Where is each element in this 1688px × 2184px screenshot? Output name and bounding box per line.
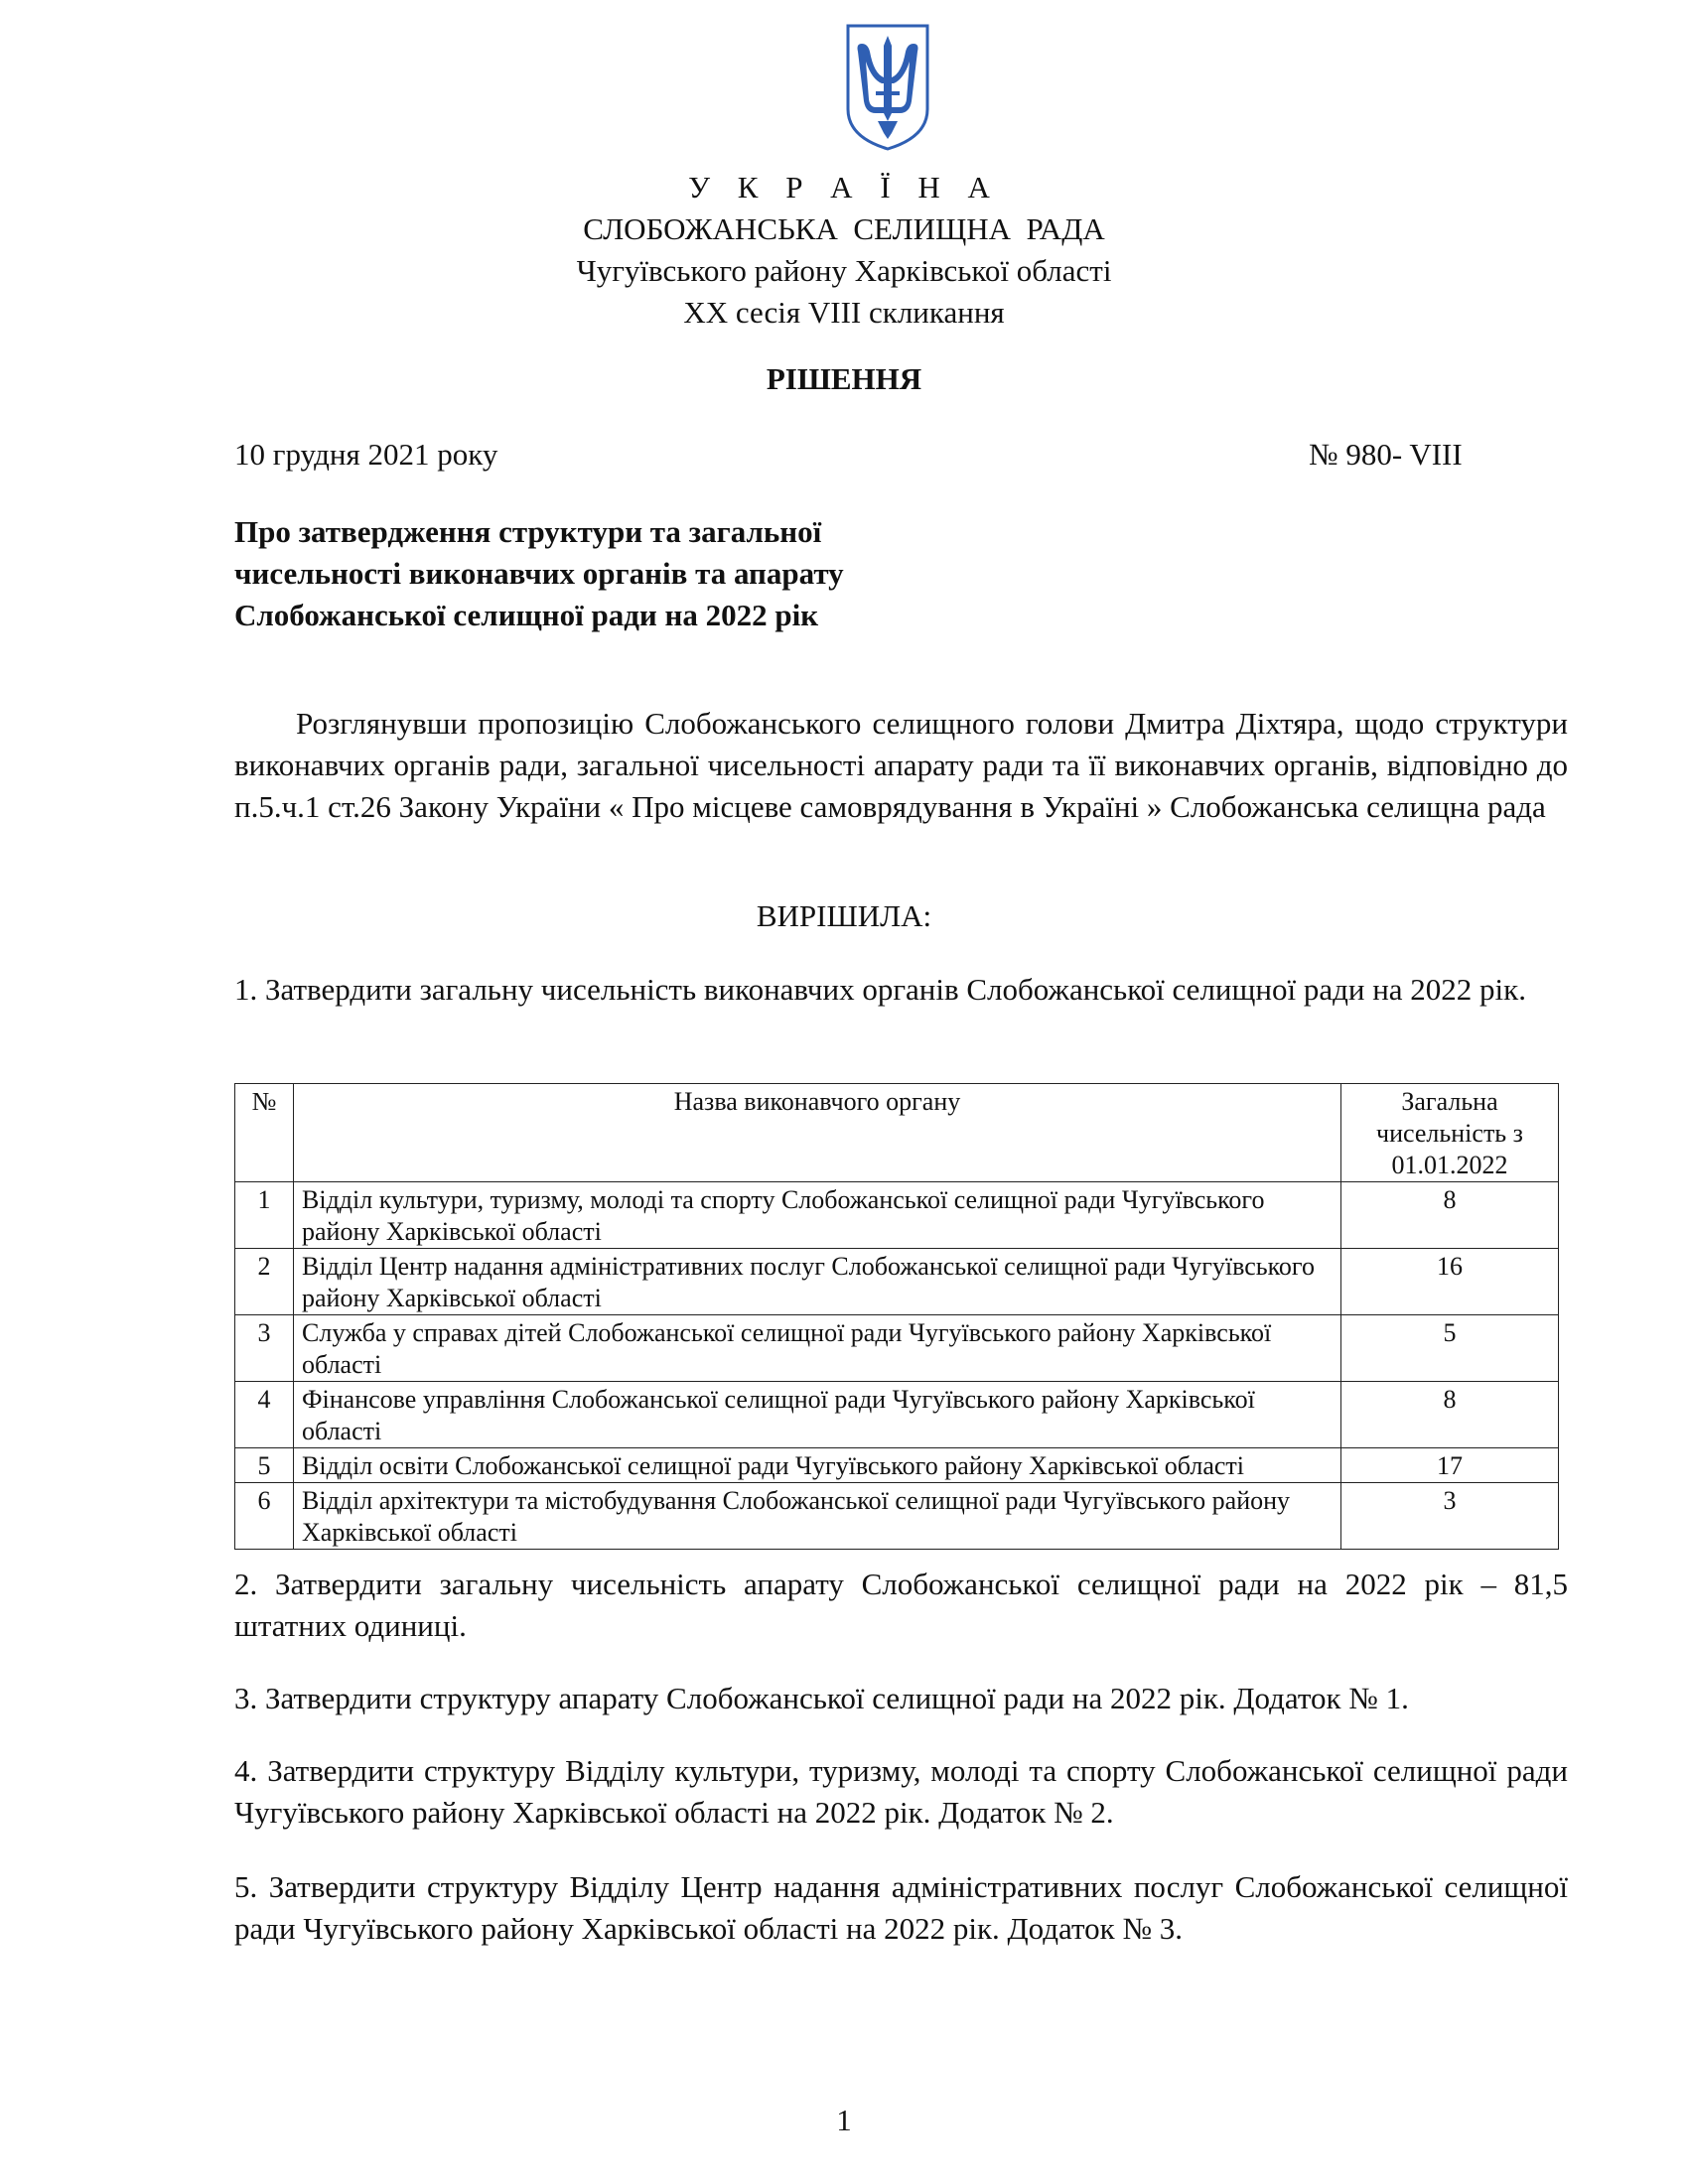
header-count: Загальна чисельність з 01.01.2022	[1341, 1084, 1559, 1182]
row-name: Фінансове управління Слобожанської селищної ради Чугуївського району Харківської області	[294, 1382, 1341, 1448]
row-num: 2	[235, 1249, 294, 1315]
item-1: 1. Затвердити загальну чисельність виконавчих органів Слобожанської селищної ради на 2022 рік.	[234, 972, 1526, 1007]
decision-subject: Про затвердження структури та загальної чисельності виконавчих органів та апарату Слобожанської селищної ради на 2022 рік	[234, 514, 844, 632]
decision-number: № 980- VIII	[1309, 437, 1463, 472]
document-title: РІШЕННЯ	[766, 361, 922, 396]
row-count: 5	[1341, 1315, 1559, 1382]
header-session: XX сесія VIII скликання	[683, 295, 1005, 330]
row-count: 17	[1341, 1448, 1559, 1483]
table-header-row	[235, 1084, 1559, 1182]
item-4: 4. Затвердити структуру Відділу культури, туризму, молоді та спорту Слобожанської селищної ради Чугуївського району Харківської області на 2022 рік. Додаток № 2.	[234, 1753, 1568, 1830]
row-count: 16	[1341, 1249, 1559, 1315]
row-name: Служба у справах дітей Слобожанської селищної ради Чугуївського району Харківської області	[294, 1315, 1341, 1382]
header-name: Назва виконавчого органу	[294, 1084, 1341, 1182]
row-name: Відділ архітектури та містобудування Слобожанської селищної ради Чугуївського району Харківської області	[294, 1483, 1341, 1550]
preamble: Розглянувши пропозицію Слобожанського селищного голови Дмитра Діхтяра, щодо структури виконавчих органів ради, загальної чисельності апарату ради та її виконавчих органів, відповідно до п.5.ч.1 ст.26 Закону України « Про місцеве самоврядування в Україні » Слобожанська селищна рада	[234, 706, 1568, 824]
header-num: №	[235, 1084, 294, 1182]
table-row	[235, 1483, 1559, 1550]
row-num: 4	[235, 1382, 294, 1448]
header-country: У К Р А Ї Н А	[688, 170, 1000, 205]
row-count: 8	[1341, 1382, 1559, 1448]
header-council: СЛОБОЖАНСЬКА СЕЛИЩНА РАДА	[583, 211, 1105, 246]
item-3: 3. Затвердити структуру апарату Слобожанської селищної ради на 2022 рік. Додаток № 1.	[234, 1681, 1409, 1715]
decision-date: 10 грудня 2021 року	[234, 437, 498, 472]
item-2: 2. Затвердити загальну чисельність апарату Слобожанської селищної ради на 2022 рік – 81,5 штатних одиниці.	[234, 1567, 1568, 1643]
page-number: 1	[836, 2103, 852, 2137]
row-num: 5	[235, 1448, 294, 1483]
table-row	[235, 1448, 1559, 1483]
table-row	[235, 1249, 1559, 1315]
table-row	[235, 1182, 1559, 1249]
row-count: 8	[1341, 1182, 1559, 1249]
item-5: 5. Затвердити структуру Відділу Центр надання адміністративних послуг Слобожанської селищної ради Чугуївського району Харківської області на 2022 рік. Додаток № 3.	[234, 1869, 1568, 1946]
table-row	[235, 1315, 1559, 1382]
row-num: 6	[235, 1483, 294, 1550]
row-name: Відділ освіти Слобожанської селищної ради Чугуївського району Харківської області	[294, 1448, 1341, 1483]
decided-heading: ВИРІШИЛА:	[756, 898, 932, 933]
table-row	[235, 1382, 1559, 1448]
row-count: 3	[1341, 1483, 1559, 1550]
header-block	[0, 167, 1688, 334]
tryzub-coat-of-arms-icon	[842, 22, 933, 153]
row-num: 3	[235, 1315, 294, 1382]
row-num: 1	[235, 1182, 294, 1249]
row-name: Відділ Центр надання адміністративних послуг Слобожанської селищної ради Чугуївського району Харківської області	[294, 1249, 1341, 1315]
header-district: Чугуївського району Харківської області	[576, 253, 1112, 288]
row-name: Відділ культури, туризму, молоді та спорту Слобожанської селищної ради Чугуївського району Харківської області	[294, 1182, 1341, 1249]
executive-bodies-table	[234, 1083, 1559, 1550]
